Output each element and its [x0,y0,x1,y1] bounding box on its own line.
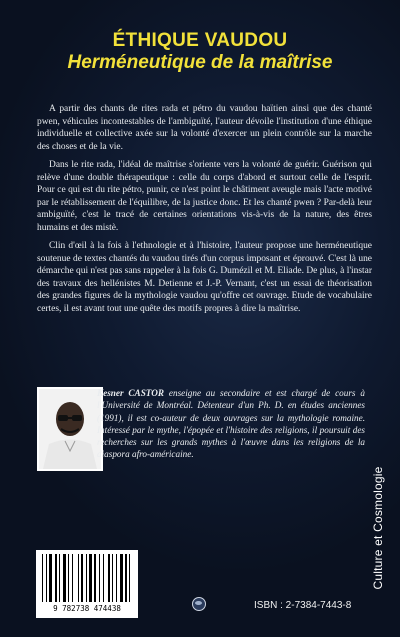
barcode-bar [125,554,127,602]
barcode-bar [78,554,79,602]
barcode-bar [116,554,117,602]
book-subtitle: Herméneutique de la maîtrise [67,52,333,73]
barcode-bar [129,554,130,602]
barcode-bar [72,554,73,602]
author-bio-text: enseigne au secondaire et est chargé de cours à l'Université de Montréal. Détenteur d'un Ph. D. en études anciennes (1991), il est co-auteur de deux ouvrages sur la mythologie romaine. Intéressé par le mythe, l'épopée et l'histoire des religions, il poursuit des recherches sur les grands mythes à l'œuvre dans les religions de la diaspora afro-américaine. [97,388,365,460]
barcode [36,550,138,618]
barcode-bar [63,554,66,602]
blurb-paragraph: Clin d'œil à la fois à l'ethnologie et à l'histoire, l'auteur propose une herméneutique soutenue de textes chantés du vaudou tirés d'un corpus imposant et éprouvé. C'est là une démarche qui n'est pas sans rappeler à la fois G. Dumézil et M. Eliade. De plus, à l'instar des travaux des hellénistes M. Detienne et J.-P. Vernant, c'est un essai de théorisation des grandes figures de la mythologie vaudou qu'offre cet ouvrage. Etude de vocabulaire certes, il est avant tout une quête des motifs propres à dire la maîtrise. [37,241,372,314]
blurb-paragraph: Dans le rite rada, l'idéal de maîtrise s'oriente vers la volonté de guérir. Guérison qui relève d'une double thérapeutique : celle du corps d'abord et surtout celle de l'esprit. Pour ce qui est du rite pétro, punir, ce n'est point le châtiment aveugle mais l'acte motivé par le rétablissement de l'équilibre, de la justice donc. Et les chanté pwen ? Par-delà leur ambiguïté, c'est le tracé de certaines orientations vis-à-vis de la nature, des êtres humains et des mistè. [37,160,372,233]
barcode-bar [49,554,52,602]
barcode-bar [68,554,69,602]
barcode-bar [94,554,96,602]
barcode-bar [81,554,83,602]
barcode-number: 9 782738 474438 [53,604,121,613]
barcode-bar [120,554,123,602]
barcode-bar [99,554,100,602]
author-name: Kesner CASTOR [97,388,165,398]
blurb-paragraph: A partir des chants de rites rada et pétro du vaudou haïtien ainsi que des chanté pwen, véhicules incontestables de l'ambiguïté, l'auteur dévoile l'institution d'une éthique individuelle et collective axée sur la volonté d'exercer un plein contrôle sur la marche des choses et de la vie. [37,104,372,152]
globe-logo-icon [192,597,206,611]
barcode-bar [103,554,104,602]
barcode-bar [86,554,87,602]
barcode-bars [42,554,132,602]
barcode-bar [46,554,47,602]
isbn: ISBN : 2-7384-7443-8 [254,600,352,611]
barcode-bar [89,554,92,602]
barcode-bar [42,554,43,602]
barcode-bar [112,554,113,602]
book-title: ÉTHIQUE VAUDOU [112,30,288,51]
series-label [370,438,386,618]
author-photo [37,387,103,471]
series-name: Culture et Cosmologie [371,466,385,590]
barcode-bar [108,554,110,602]
blurb-text [37,103,372,321]
barcode-bar [59,554,60,602]
author-bio [97,387,365,461]
barcode-bar [55,554,57,602]
